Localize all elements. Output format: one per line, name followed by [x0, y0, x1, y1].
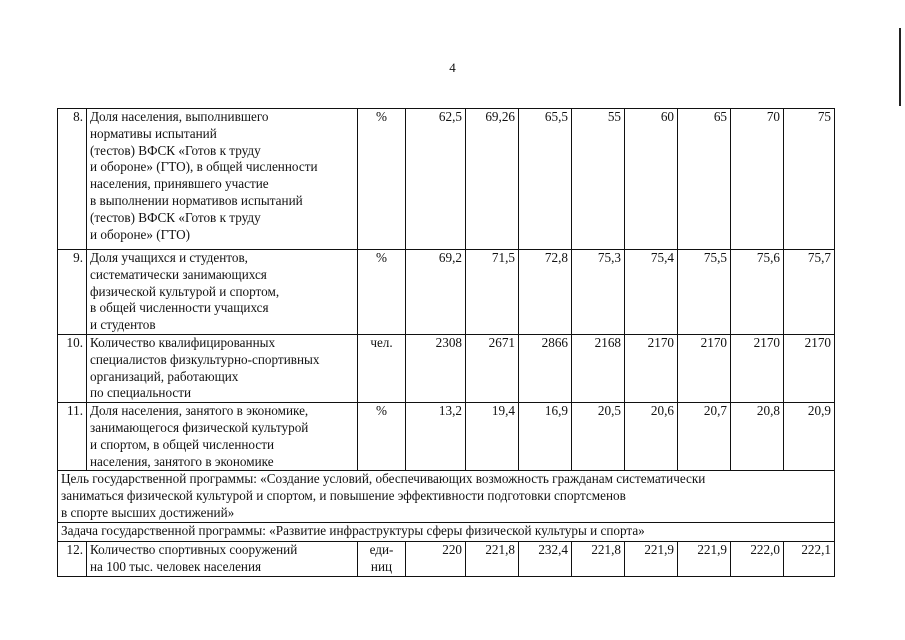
task-text: Задача государственной программы: «Развитие инфраструктуры сферы физической культуры и спорта» [58, 523, 835, 542]
value-cell: 65,5 [519, 109, 572, 250]
indicator-name-line: специалистов физкультурно-спортивных [90, 351, 320, 367]
unit-line: еди- [369, 542, 394, 558]
unit-line: % [376, 403, 387, 419]
value-cell: 65 [678, 109, 731, 250]
value-cell: 2308 [406, 334, 466, 402]
indicator-name [87, 334, 358, 402]
row-number: 12. [58, 542, 87, 577]
indicator-name-line: в общей численности учащихся [90, 300, 269, 316]
goal-text-line: Цель государственной программы: «Создание условий, обеспечивающих возможность гражданам систематически [61, 471, 706, 487]
value-cell: 222,1 [784, 542, 835, 577]
indicator-name [87, 250, 358, 335]
value-cell: 71,5 [466, 250, 519, 335]
page-number: 4 [449, 60, 456, 75]
indicator-name-line: на 100 тыс. человек населения [90, 559, 262, 575]
value-cell: 2866 [519, 334, 572, 402]
value-cell: 72,8 [519, 250, 572, 335]
unit-cell [358, 109, 406, 250]
value-cell: 19,4 [466, 403, 519, 471]
indicator-name-line: занимающегося физической культурой [90, 419, 309, 435]
table-row [58, 542, 835, 577]
table-row [58, 250, 835, 335]
indicator-name-line: населения, занятого в экономике [90, 453, 274, 469]
indicator-name-line: Доля учащихся и студентов, [90, 250, 248, 265]
indicator-name [87, 109, 358, 250]
indicator-name-line: и спортом, в общей численности [90, 436, 275, 452]
indicator-name-line: и обороне» (ГТО) [90, 226, 191, 242]
indicator-name-line: по специальности [90, 385, 192, 401]
value-cell: 2170 [784, 334, 835, 402]
goal-text [58, 471, 835, 523]
value-cell: 20,9 [784, 403, 835, 471]
value-cell: 13,2 [406, 403, 466, 471]
indicator-name-line: (тестов) ВФСК «Готов к труду [90, 142, 261, 158]
value-cell: 75,4 [625, 250, 678, 335]
row-number: 10. [58, 334, 87, 402]
unit-cell [358, 542, 406, 577]
value-cell: 69,26 [466, 109, 519, 250]
unit-cell [358, 334, 406, 402]
row-number: 9. [58, 250, 87, 335]
task-row [58, 523, 835, 542]
unit-line: % [376, 250, 387, 265]
indicator-name-line: и обороне» (ГТО), в общей численности [90, 159, 318, 175]
table-row [58, 403, 835, 471]
value-cell: 55 [572, 109, 625, 250]
value-cell: 20,7 [678, 403, 731, 471]
value-cell: 16,9 [519, 403, 572, 471]
indicators-table [57, 108, 835, 577]
unit-line: чел. [370, 334, 393, 350]
value-cell: 69,2 [406, 250, 466, 335]
value-cell: 2170 [678, 334, 731, 402]
value-cell: 75,7 [784, 250, 835, 335]
goal-text-line: заниматься физической культурой и спортом, и повышение эффективности подготовки спортсменов [61, 488, 626, 504]
value-cell: 221,9 [678, 542, 731, 577]
indicator-name-line: систематически занимающихся [90, 266, 267, 282]
table-row [58, 109, 835, 250]
value-cell: 221,9 [625, 542, 678, 577]
unit-cell [358, 250, 406, 335]
value-cell: 221,8 [572, 542, 625, 577]
value-cell: 75,5 [678, 250, 731, 335]
row-number: 11. [58, 403, 87, 471]
indicator-name-line: Доля населения, выполнившего [90, 109, 269, 124]
value-cell: 75 [784, 109, 835, 250]
indicator-name-line: населения, принявшего участие [90, 176, 269, 192]
indicator-name-line: физической культурой и спортом, [90, 283, 280, 299]
value-cell: 2170 [625, 334, 678, 402]
goal-row [58, 471, 835, 523]
indicator-name-line: Количество спортивных сооружений [90, 542, 298, 558]
value-cell: 20,5 [572, 403, 625, 471]
value-cell: 70 [731, 109, 784, 250]
scan-edge-mark [899, 28, 901, 106]
unit-line: ниц [370, 559, 393, 575]
value-cell: 20,6 [625, 403, 678, 471]
indicator-name-line: Количество квалифицированных [90, 334, 276, 350]
indicator-name [87, 403, 358, 471]
unit-line: % [376, 109, 387, 124]
goal-text-line: в спорте высших достижений» [61, 504, 235, 520]
value-cell: 2170 [731, 334, 784, 402]
value-cell: 62,5 [406, 109, 466, 250]
indicator-name-line: и студентов [90, 317, 156, 333]
table-row [58, 334, 835, 402]
value-cell: 221,8 [466, 542, 519, 577]
indicator-name-line: нормативы испытаний [90, 125, 217, 141]
unit-cell [358, 403, 406, 471]
row-number: 8. [58, 109, 87, 250]
indicator-name-line: организаций, работающих [90, 368, 239, 384]
indicator-name-line: Доля населения, занятого в экономике, [90, 403, 309, 419]
indicator-name [87, 542, 358, 577]
indicator-name-line: (тестов) ВФСК «Готов к труду [90, 209, 261, 225]
value-cell: 60 [625, 109, 678, 250]
value-cell: 220 [406, 542, 466, 577]
value-cell: 2168 [572, 334, 625, 402]
value-cell: 2671 [466, 334, 519, 402]
indicator-name-line: в выполнении нормативов испытаний [90, 192, 303, 208]
value-cell: 232,4 [519, 542, 572, 577]
value-cell: 75,6 [731, 250, 784, 335]
value-cell: 20,8 [731, 403, 784, 471]
value-cell: 75,3 [572, 250, 625, 335]
table-body [58, 109, 835, 577]
value-cell: 222,0 [731, 542, 784, 577]
